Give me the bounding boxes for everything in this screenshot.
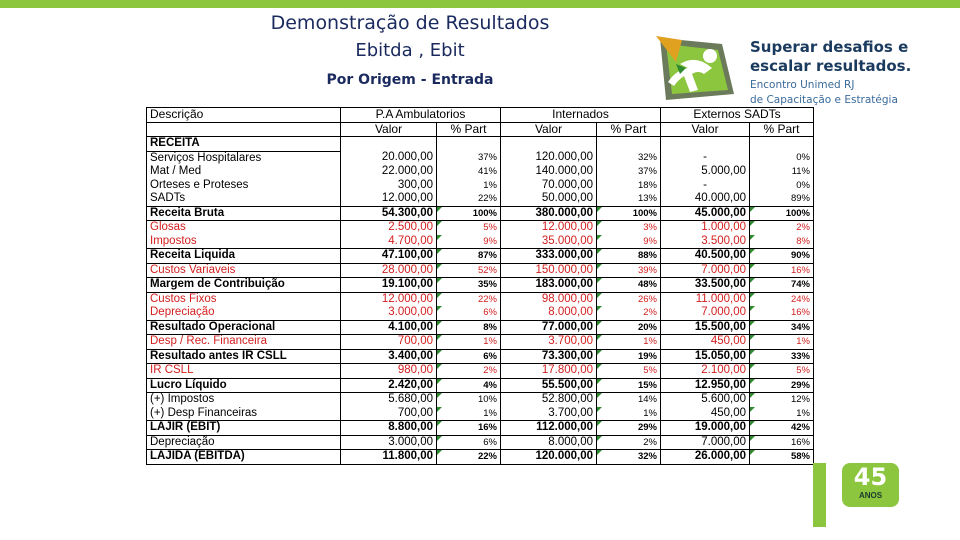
- table-row: [147, 378, 814, 393]
- cell-percent: 16%: [437, 421, 501, 436]
- cell-percent: 34%: [750, 320, 814, 335]
- cell-percent: 8%: [437, 320, 501, 335]
- subheader-part: % Part: [750, 122, 814, 137]
- row-label: Depreciação: [147, 306, 341, 320]
- cell-value: [501, 137, 597, 152]
- cell-value: 3.000,00: [341, 306, 437, 320]
- cell-value: 35.000,00: [501, 235, 597, 249]
- brand-text: [750, 38, 911, 106]
- table-row: [147, 179, 814, 193]
- subheader-valor: Valor: [341, 122, 437, 137]
- cell-percent: 1%: [750, 335, 814, 350]
- cell-percent: 52%: [437, 263, 501, 278]
- top-accent-bar: [0, 0, 960, 8]
- cell-percent: 6%: [437, 349, 501, 364]
- cell-value: 140.000,00: [501, 165, 597, 179]
- row-label: IR CSLL: [147, 364, 341, 379]
- cell-percent: [437, 137, 501, 152]
- cell-percent: [750, 137, 814, 152]
- table-body: [147, 137, 814, 465]
- cell-value: 450,00: [661, 407, 750, 421]
- cell-value: 300,00: [341, 179, 437, 193]
- cell-value: 2.420,00: [341, 378, 437, 393]
- cell-value: 5.000,00: [661, 165, 750, 179]
- cell-value: 700,00: [341, 407, 437, 421]
- cell-percent: 89%: [750, 192, 814, 206]
- anniversary-badge: [842, 463, 899, 507]
- cell-value: 77.000,00: [501, 320, 597, 335]
- brand-line4: de Capacitação e Estratégia: [750, 94, 898, 106]
- slide-title: Demonstração de Resultados: [270, 12, 550, 34]
- cell-percent: 1%: [437, 407, 501, 421]
- cell-value: 28.000,00: [341, 263, 437, 278]
- row-label: SADTs: [147, 192, 341, 206]
- subheader-valor: Valor: [501, 122, 597, 137]
- cell-value: 12.000,00: [501, 221, 597, 235]
- cell-percent: 9%: [437, 235, 501, 249]
- cell-percent: 5%: [437, 221, 501, 235]
- cell-percent: 20%: [597, 320, 661, 335]
- cell-percent: 4%: [437, 378, 501, 393]
- cell-percent: 90%: [750, 249, 814, 264]
- row-label: (+) Desp Financeiras: [147, 407, 341, 421]
- cell-value: 5.600,00: [661, 393, 750, 407]
- row-label: Custos Fixos: [147, 292, 341, 306]
- cell-percent: 87%: [437, 249, 501, 264]
- cell-value: 11.000,00: [661, 292, 750, 306]
- row-label: LAJIDA (EBITDA): [147, 450, 341, 465]
- cell-value: 3.400,00: [341, 349, 437, 364]
- cell-value: 3.000,00: [341, 435, 437, 450]
- brand-line2: escalar resultados.: [750, 57, 912, 75]
- subheader-part: % Part: [597, 122, 661, 137]
- cell-value: 54.300,00: [341, 206, 437, 221]
- slide-title-line2: Ebitda , Ebit: [355, 40, 465, 61]
- cell-value: -: [661, 151, 750, 165]
- cell-percent: 32%: [597, 450, 661, 465]
- cell-value: 98.000,00: [501, 292, 597, 306]
- cell-percent: 1%: [750, 407, 814, 421]
- cell-percent: 1%: [437, 335, 501, 350]
- row-label: LAJIR (EBIT): [147, 421, 341, 436]
- cell-percent: 37%: [597, 165, 661, 179]
- cell-percent: 24%: [750, 292, 814, 306]
- cell-value: 380.000,00: [501, 206, 597, 221]
- cell-percent: 8%: [750, 235, 814, 249]
- cell-percent: 100%: [437, 206, 501, 221]
- cell-percent: 2%: [437, 364, 501, 379]
- cell-percent: 0%: [750, 179, 814, 193]
- cell-percent: 13%: [597, 192, 661, 206]
- cell-percent: 74%: [750, 278, 814, 293]
- cell-value: 45.000,00: [661, 206, 750, 221]
- cell-value: 26.000,00: [661, 450, 750, 465]
- cell-value: 40.000,00: [661, 192, 750, 206]
- cell-value: 15.050,00: [661, 349, 750, 364]
- brand-line1: Superar desafios e: [750, 38, 909, 56]
- cell-value: 1.000,00: [661, 221, 750, 235]
- cell-percent: 100%: [750, 206, 814, 221]
- cell-percent: 6%: [437, 306, 501, 320]
- cell-percent: 22%: [437, 292, 501, 306]
- row-label: Serviços Hospitalares: [147, 151, 341, 165]
- cell-value: 40.500,00: [661, 249, 750, 264]
- table-row: [147, 206, 814, 221]
- row-label: Mat / Med: [147, 165, 341, 179]
- cell-value: 12.000,00: [341, 292, 437, 306]
- cell-value: 120.000,00: [501, 151, 597, 165]
- cell-percent: 15%: [597, 378, 661, 393]
- table-row: [147, 421, 814, 436]
- cell-percent: 2%: [750, 221, 814, 235]
- cell-percent: 16%: [750, 306, 814, 320]
- brand-line3: Encontro Unimed RJ: [750, 79, 855, 91]
- subheader-part: % Part: [437, 122, 501, 137]
- cell-percent: 39%: [597, 263, 661, 278]
- cell-value: 8.800,00: [341, 421, 437, 436]
- cell-value: 183.000,00: [501, 278, 597, 293]
- cell-value: 150.000,00: [501, 263, 597, 278]
- cell-percent: 1%: [437, 179, 501, 193]
- cell-value: 47.100,00: [341, 249, 437, 264]
- cell-percent: 11%: [750, 165, 814, 179]
- cell-value: 2.500,00: [341, 221, 437, 235]
- table-row: [147, 221, 814, 235]
- table-row: [147, 349, 814, 364]
- cell-percent: 22%: [437, 450, 501, 465]
- table-row: [147, 320, 814, 335]
- cell-percent: 9%: [597, 235, 661, 249]
- row-label: Receita Liquida: [147, 249, 341, 264]
- cell-value: -: [661, 179, 750, 193]
- cell-value: 333.000,00: [501, 249, 597, 264]
- cell-percent: 2%: [597, 306, 661, 320]
- cell-value: 12.950,00: [661, 378, 750, 393]
- cell-percent: 37%: [437, 151, 501, 165]
- table-row: [147, 407, 814, 421]
- cell-value: 19.100,00: [341, 278, 437, 293]
- cell-percent: 29%: [597, 421, 661, 436]
- row-label: Orteses e Proteses: [147, 179, 341, 193]
- table-row: [147, 263, 814, 278]
- table-row: [147, 364, 814, 379]
- cell-value: 2.100,00: [661, 364, 750, 379]
- cell-value: 52.800,00: [501, 393, 597, 407]
- cell-value: 33.500,00: [661, 278, 750, 293]
- cell-percent: 16%: [750, 263, 814, 278]
- cell-percent: 1%: [597, 407, 661, 421]
- cell-percent: 14%: [597, 393, 661, 407]
- subheader-valor: Valor: [661, 122, 750, 137]
- cell-value: 450,00: [661, 335, 750, 350]
- row-label: (+) Impostos: [147, 393, 341, 407]
- cell-value: 5.680,00: [341, 393, 437, 407]
- cell-value: 4.100,00: [341, 320, 437, 335]
- cell-percent: 0%: [750, 151, 814, 165]
- cell-percent: 16%: [750, 435, 814, 450]
- table-row: [147, 292, 814, 306]
- cell-percent: 19%: [597, 349, 661, 364]
- decorative-green-strip: [813, 463, 826, 527]
- row-label: Receita Bruta: [147, 206, 341, 221]
- table-row: [147, 249, 814, 264]
- cell-percent: 22%: [437, 192, 501, 206]
- row-label: Depreciação: [147, 435, 341, 450]
- cell-value: 50.000,00: [501, 192, 597, 206]
- cell-percent: 3%: [597, 221, 661, 235]
- cell-value: 70.000,00: [501, 179, 597, 193]
- cell-value: 112.000,00: [501, 421, 597, 436]
- cell-percent: 6%: [437, 435, 501, 450]
- slide-subtitle: Por Origem - Entrada: [326, 72, 494, 88]
- table-row: [147, 137, 814, 152]
- cell-value: 120.000,00: [501, 450, 597, 465]
- cell-percent: 5%: [597, 364, 661, 379]
- row-label: Resultado Operacional: [147, 320, 341, 335]
- cell-value: 11.800,00: [341, 450, 437, 465]
- cell-percent: 18%: [597, 179, 661, 193]
- cell-value: 7.000,00: [661, 306, 750, 320]
- row-label: Impostos: [147, 235, 341, 249]
- cell-percent: 1%: [597, 335, 661, 350]
- cell-value: 3.500,00: [661, 235, 750, 249]
- cell-percent: 42%: [750, 421, 814, 436]
- cell-percent: 10%: [437, 393, 501, 407]
- table-row: [147, 278, 814, 293]
- cell-percent: 29%: [750, 378, 814, 393]
- income-statement-table: [146, 107, 814, 465]
- table-row: [147, 306, 814, 320]
- cell-value: 15.500,00: [661, 320, 750, 335]
- table-row: [147, 235, 814, 249]
- cell-percent: 58%: [750, 450, 814, 465]
- cell-percent: 12%: [750, 393, 814, 407]
- cell-percent: 33%: [750, 349, 814, 364]
- cell-percent: 41%: [437, 165, 501, 179]
- header-internados: Internados: [501, 108, 661, 123]
- cell-percent: 88%: [597, 249, 661, 264]
- cell-value: 3.700,00: [501, 407, 597, 421]
- cell-value: 20.000,00: [341, 151, 437, 165]
- cell-percent: [597, 137, 661, 152]
- row-label: Glosas: [147, 221, 341, 235]
- cell-value: 8.000,00: [501, 306, 597, 320]
- row-label: Resultado antes IR CSLL: [147, 349, 341, 364]
- table-group-header-row: [147, 108, 814, 123]
- cell-percent: 100%: [597, 206, 661, 221]
- header-pa-ambulatorios: P.A Ambulatorios: [341, 108, 501, 123]
- table-row: [147, 335, 814, 350]
- row-label: Margem de Contribuição: [147, 278, 341, 293]
- cell-percent: 26%: [597, 292, 661, 306]
- cell-value: 8.000,00: [501, 435, 597, 450]
- cell-value: 55.500,00: [501, 378, 597, 393]
- cell-value: 7.000,00: [661, 263, 750, 278]
- cell-percent: 2%: [597, 435, 661, 450]
- table-row: [147, 165, 814, 179]
- header-descricao: Descrição: [147, 108, 341, 123]
- event-logo-icon: [652, 34, 742, 104]
- cell-value: 73.300,00: [501, 349, 597, 364]
- row-label: RECEITA: [147, 137, 341, 152]
- badge-number: 45: [853, 463, 888, 491]
- table-row: [147, 192, 814, 206]
- table-sub-header-row: [147, 122, 814, 137]
- row-label: Desp / Rec. Financeira: [147, 335, 341, 350]
- cell-value: [661, 137, 750, 152]
- table-row: [147, 435, 814, 450]
- row-label: Custos Variaveis: [147, 263, 341, 278]
- cell-value: 19.000,00: [661, 421, 750, 436]
- cell-percent: 32%: [597, 151, 661, 165]
- cell-percent: 5%: [750, 364, 814, 379]
- badge-text: ANOS: [858, 491, 883, 500]
- cell-value: 4.700,00: [341, 235, 437, 249]
- cell-percent: 35%: [437, 278, 501, 293]
- cell-value: 3.700,00: [501, 335, 597, 350]
- table-row: [147, 450, 814, 465]
- cell-value: 700,00: [341, 335, 437, 350]
- cell-value: [341, 137, 437, 152]
- cell-value: 22.000,00: [341, 165, 437, 179]
- cell-value: 7.000,00: [661, 435, 750, 450]
- header-externos-sadts: Externos SADTs: [661, 108, 814, 123]
- cell-value: 12.000,00: [341, 192, 437, 206]
- row-label: Lucro Líquido: [147, 378, 341, 393]
- cell-value: 17.800,00: [501, 364, 597, 379]
- table-row: [147, 151, 814, 165]
- table-row: [147, 393, 814, 407]
- cell-percent: 48%: [597, 278, 661, 293]
- cell-value: 980,00: [341, 364, 437, 379]
